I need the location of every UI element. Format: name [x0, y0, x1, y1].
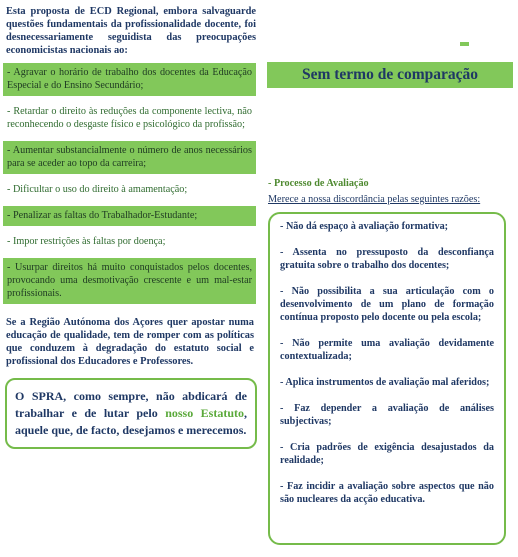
spra-text-before: O SPRA, como sempre, não abdicará de trabalhar e de lutar pelo [15, 389, 247, 420]
closing-paragraph: Se a Região Autónoma dos Açores quer apostar numa educação de qualidade, tem de romper com as políticas que conduzem à degradação do estatuto social e profissional dos Educadores e Professores. [6, 317, 254, 367]
bullet-item: - Impor restrições às faltas por doença; [3, 232, 256, 252]
spra-statement-box [5, 378, 257, 449]
bullet-item: - Usurpar direitos há muito conquistados pelos docentes, provocando uma desmotivação crescente e um mal-estar profissionais. [3, 258, 256, 304]
section-banner: Sem termo de comparação [267, 62, 513, 88]
left-column [3, 2, 256, 449]
section-subheading: - Processo de Avaliação [268, 178, 369, 189]
bullet-item: - Retardar o direito às reduções da componente lectiva, não reconhecendo o desgaste físico e psicológico da profissão; [3, 102, 256, 135]
bullet-item: - Agravar o horário de trabalho dos docentes da Educação Especial e do Ensino Secundário; [3, 63, 256, 96]
reason-item: - Aplica instrumentos de avaliação mal aferidos; [280, 377, 490, 388]
decorative-mark [460, 42, 469, 46]
bullet-item: - Dificultar o uso do direito à amamentação; [3, 180, 256, 200]
reasons-intro: Merece a nossa discordância pelas seguintes razões: [268, 194, 481, 205]
reason-item: - Faz incidir a avaliação sobre aspectos que não são nucleares da acção educativa. [280, 481, 494, 505]
reason-item: - Faz depender a avaliação de análises subjectivas; [280, 403, 494, 427]
reasons-box [268, 212, 506, 545]
reason-item: - Não permite uma avaliação devidamente contextualizada; [280, 338, 494, 362]
spra-highlight: nosso Estatuto [165, 406, 244, 420]
spra-text-after: , aquele que, de facto, desejamos e merecemos. [15, 406, 247, 437]
reason-item: - Não possibilita a sua articulação com o desenvolvimento de um plano de formação contínua proposto pelo docente ou pela escola; [280, 286, 494, 323]
reason-item: - Assenta no pressuposto da desconfiança gratuita sobre o trabalho dos docentes; [280, 247, 494, 271]
reason-item: - Cria padrões de exigência desajustados da realidade; [280, 442, 494, 466]
reason-item: - Não dá espaço à avaliação formativa; [280, 221, 449, 232]
intro-paragraph: Esta proposta de ECD Regional, embora salvaguarde questões fundamentais da profissionalidade docente, foi desnecessariamente seguidista das preocupações economicistas nacionais ao: [6, 6, 256, 56]
bullet-item: - Aumentar substancialmente o número de anos necessários para se aceder ao topo da carreira; [3, 141, 256, 174]
bullet-item: - Penalizar as faltas do Trabalhador-Estudante; [3, 206, 256, 226]
